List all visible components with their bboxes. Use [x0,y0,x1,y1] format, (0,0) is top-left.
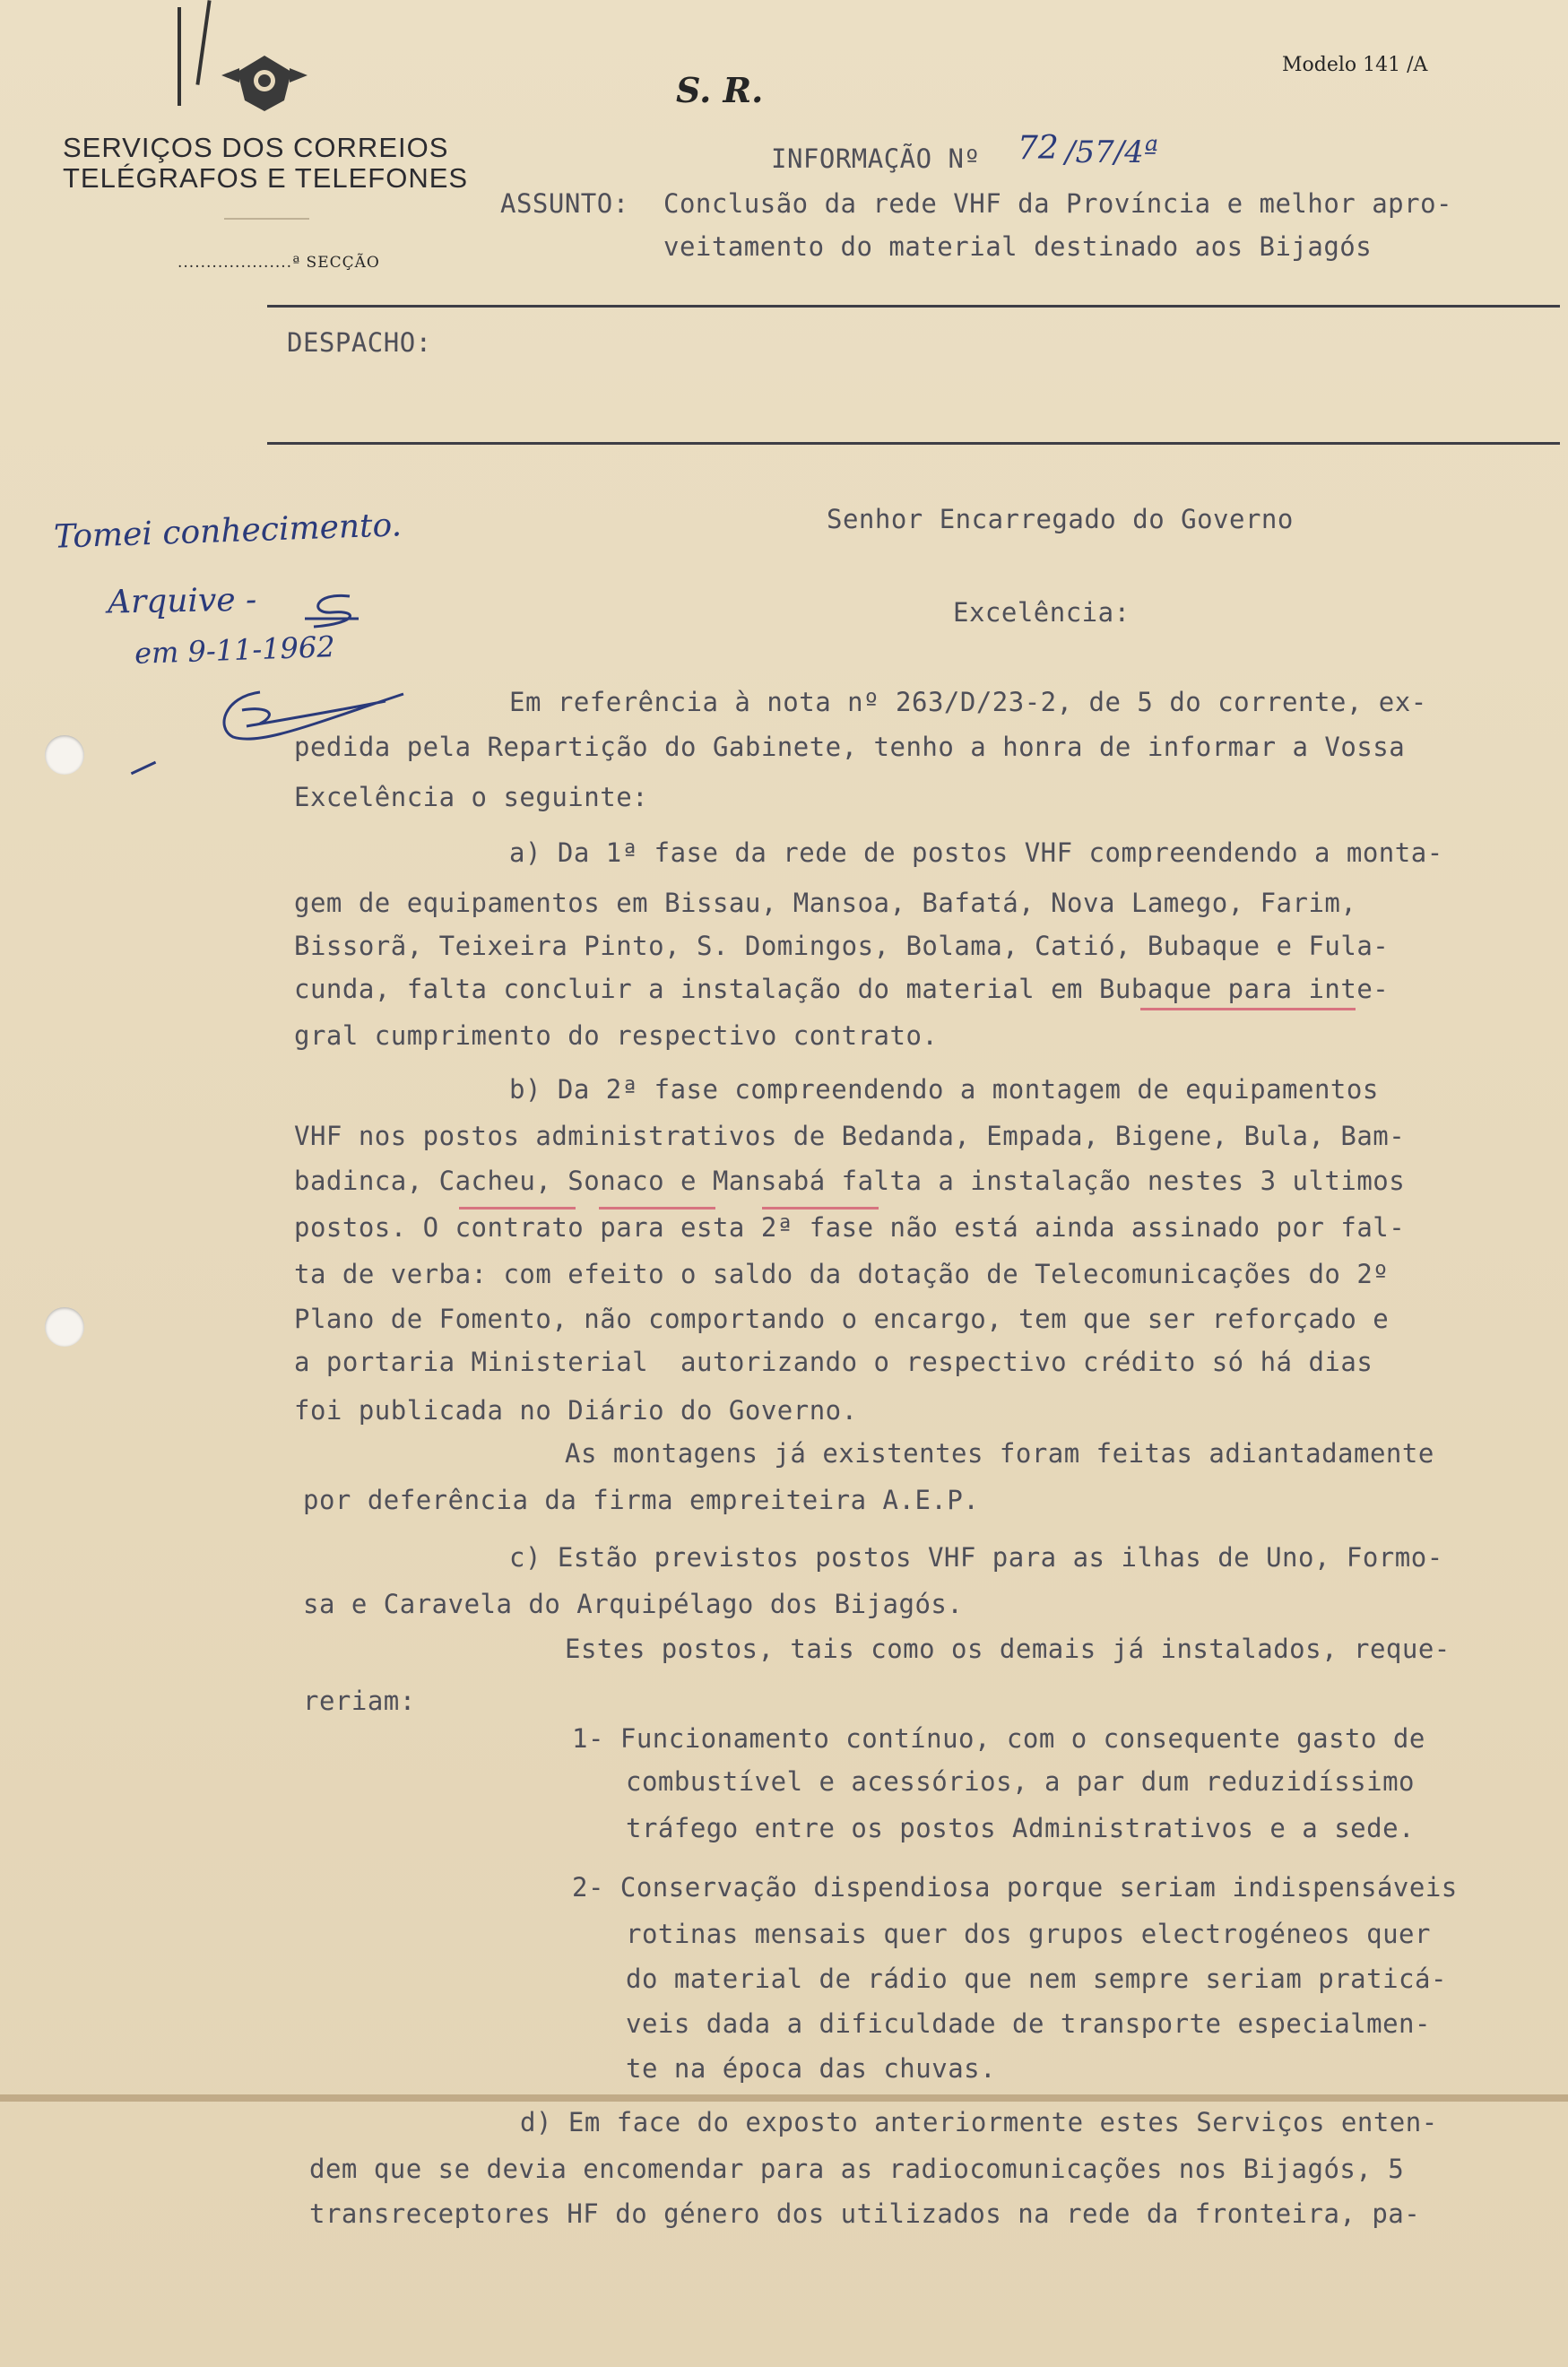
body-line: Excelência o seguinte: [294,782,649,812]
org-line1: SERVIÇOS DOS CORREIOS [63,132,449,163]
body-line: te na época das chuvas. [626,2053,997,2084]
body-line: reriam: [303,1686,416,1716]
body-line: b) Da 2ª fase compreendendo a montagem de equipamentos [509,1074,1379,1105]
despacho-rule [267,442,1560,445]
informacao-label: INFORMAÇÃO Nº [771,143,981,174]
body-line: transreceptores HF do género dos utilizados na rede da fronteira, pa- [309,2198,1421,2229]
body-line: d) Em face do exposto anteriormente estes Serviços enten- [520,2107,1438,2137]
body-line: Em referência à nota nº 263/D/23-2, de 5 do corrente, ex- [509,687,1427,717]
body-line: por deferência da firma empreiteira A.E.P. [303,1485,980,1515]
margin-mark [195,0,211,85]
body-line: gem de equipamentos em Bissau, Mansoa, Bafatá, Nova Lamego, Farim, [294,888,1357,918]
red-underline [1140,1008,1356,1010]
body-line: combustível e acessórios, a par dum reduzidíssimo [626,1766,1416,1797]
salutation: Excelência: [953,597,1131,628]
body-line: gral cumprimento do respectivo contrato. [294,1020,939,1051]
margin-mark [178,7,181,106]
body-line: veis dada a dificuldade de transporte especialmen- [626,2008,1431,2039]
body-line: tráfego entre os postos Administrativos e a sede. [626,1813,1416,1843]
informacao-suffix: /57/4ª [1065,134,1158,170]
body-line: ta de verba: com efeito o saldo da dotação de Telecomunicações do 2º [294,1259,1390,1289]
punch-hole-bottom [45,1307,84,1347]
despacho-label: DESPACHO: [287,327,432,358]
body-line: pedida pela Repartição do Gabinete, tenho a honra de informar a Vossa [294,732,1406,762]
red-underline [762,1207,879,1210]
body-line: c) Estão previstos postos VHF para as ilhas de Uno, Formo- [509,1542,1443,1573]
body-line: Estes postos, tais como os demais já instalados, reque- [565,1634,1451,1664]
assunto-label: ASSUNTO: [500,188,629,219]
coat-of-arms-icon [220,45,309,117]
punch-hole-top [45,735,84,775]
body-line: badinca, Cacheu, Sonaco e Mansabá falta a instalação nestes 3 ultimos [294,1166,1406,1196]
body-line: VHF nos postos administrativos de Bedanda, Empada, Bigene, Bula, Bam- [294,1121,1406,1151]
body-line: dem que se devia encomendar para as radiocomunicações nos Bijagós, 5 [309,2154,1405,2184]
informacao-number: 72 [1018,130,1059,167]
assunto-line1: Conclusão da rede VHF da Província e melhor apro- [663,188,1453,219]
body-line: rotinas mensais quer dos grupos electrogéneos quer [626,1919,1431,1949]
body-line: foi publicada no Diário do Governo. [294,1395,858,1426]
handwritten-line1: Tomei conhecimento. [53,507,403,556]
body-line: do material de rádio que nem sempre seriam praticá- [626,1964,1447,1994]
modelo-label: Modelo 141 /A [1282,54,1428,76]
top-rule [267,305,1560,308]
body-line: a) Da 1ª fase da rede de postos VHF compreendendo a monta- [509,837,1443,868]
red-underline [459,1207,576,1210]
body-line: Plano de Fomento, não comportando o encargo, tem que ser reforçado e [294,1304,1390,1334]
handwritten-line2: Arquive - [107,581,257,621]
body-line: 2- Conservação dispendiosa porque seriam indispensáveis [572,1872,1458,1903]
red-underline [599,1207,715,1210]
signature-tick [131,761,156,775]
body-line: cunda, falta concluir a instalação do material em Bubaque para inte- [294,974,1390,1004]
body-line: 1- Funcionamento contínuo, com o consequente gasto de [572,1723,1425,1754]
org-line2: TELÉGRAFOS E TELEFONES [63,162,469,194]
signature-icon [296,587,368,632]
handwritten-line3: em 9-11-1962 [134,629,336,671]
addressee: Senhor Encarregado do Governo [827,504,1294,534]
body-line: postos. O contrato para esta 2ª fase não está ainda assinado por fal- [294,1212,1406,1243]
sr-mark: S. R. [676,70,764,110]
header-divider [224,218,309,220]
body-line: As montagens já existentes foram feitas adiantadamente [565,1438,1434,1469]
body-line: a portaria Ministerial autorizando o respectivo crédito só há dias [294,1347,1373,1377]
body-line: Bissorã, Teixeira Pinto, S. Domingos, Bolama, Catió, Bubaque e Fula- [294,931,1390,961]
fold-stain [0,2094,1568,2102]
seccao-label: ....................ª SECÇÃO [178,254,380,272]
body-line: sa e Caravela do Arquipélago dos Bijagós. [303,1589,964,1619]
assunto-line2: veitamento do material destinado aos Bijagós [663,231,1373,262]
